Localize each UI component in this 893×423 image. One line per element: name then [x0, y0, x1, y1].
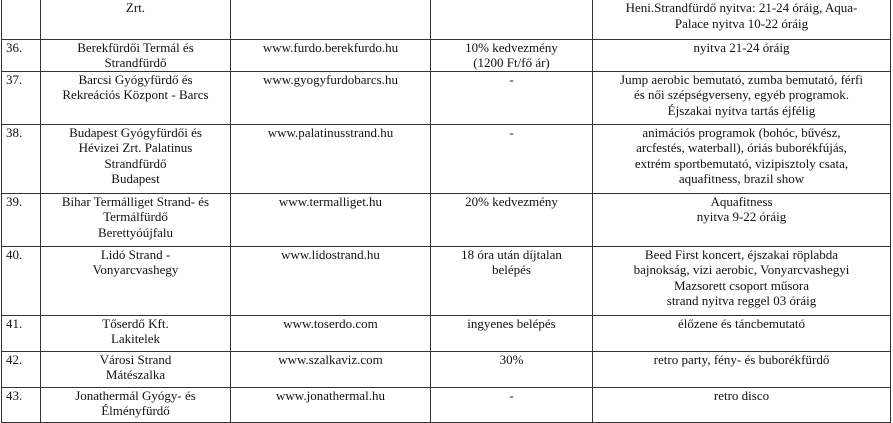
row-number-cell	[2, 315, 41, 351]
programs-line: strand nyitva reggel 03 óráig	[666, 293, 817, 308]
row-number-cell	[2, 387, 41, 422]
facility-name-line: Lidó Strand -	[100, 246, 171, 262]
table-row	[2, 0, 891, 39]
programs-cell	[593, 39, 891, 71]
programs-cell	[593, 351, 891, 387]
facility-name-cell	[41, 193, 231, 246]
programs-cell	[593, 315, 891, 351]
row-number-cell	[2, 351, 41, 387]
facility-name-line: Tőserdő Kft.	[102, 315, 169, 331]
facility-name-line: Bihar Termálliget Strand- és	[61, 193, 210, 209]
facility-name-line: Budapest Gyógyfürdői és	[69, 124, 202, 140]
row-number-cell	[2, 124, 41, 193]
discount-cell	[431, 351, 593, 387]
programs-line: élőzene és táncbemutató	[677, 315, 806, 331]
row-number-line: 40.	[6, 246, 23, 262]
facility-name-cell	[41, 315, 231, 351]
facility-name-line: Barcsi Gyógyfürdő és	[78, 71, 193, 87]
programs-line: Heni.Strandfürdő nyitva: 21-24 óráig, Aqua-	[625, 0, 858, 15]
website-line: www.jonathermal.hu	[276, 387, 385, 403]
programs-line: bajnokság, vizi aerobic, Vonyarcvashegyi	[633, 262, 850, 277]
facility-name-cell	[41, 71, 231, 124]
programs-cell	[593, 193, 891, 246]
programs-cell	[593, 387, 891, 422]
programs-line: nyitva 21-24 óráig	[693, 39, 790, 55]
discount-cell	[431, 124, 593, 193]
row-number-cell	[2, 71, 41, 124]
facility-name-line: Rekreációs Központ - Barcs	[62, 87, 209, 102]
website-line: www.furdo.berekfurdo.hu	[262, 39, 399, 55]
website-cell	[231, 0, 431, 39]
table-row	[2, 351, 891, 387]
table-row	[2, 124, 891, 193]
row-number-line: 36.	[6, 39, 23, 55]
programs-line: Éjszakai nyitva tartás éjfélig	[667, 102, 816, 118]
website-cell	[231, 246, 431, 315]
facility-name-line: Élményfürdő	[101, 403, 170, 418]
table-row	[2, 387, 891, 422]
discount-line: (1200 Ft/fő ár)	[473, 55, 550, 70]
facility-name-line: Zrt.	[125, 0, 146, 15]
discount-line: belépés	[492, 262, 531, 277]
facility-name-line: Vonyarcvashegy	[92, 262, 179, 277]
facility-name-line: Termálfürdő	[103, 209, 168, 224]
programs-line: extrém sportbemutató, vizipisztoly csata,	[634, 155, 849, 171]
row-number-cell	[2, 246, 41, 315]
discount-line: -	[509, 387, 514, 403]
row-number-line: 43.	[6, 387, 23, 403]
discount-line: -	[509, 124, 514, 140]
row-number-cell	[2, 39, 41, 71]
facility-name-line: Városi Strand	[99, 351, 172, 367]
table-body	[2, 0, 891, 422]
row-number-line: 42.	[6, 351, 23, 367]
facility-name-cell	[41, 124, 231, 193]
facility-name-line: Berettyóújfalu	[97, 224, 174, 240]
discount-line: 30%	[499, 351, 524, 367]
table-row	[2, 315, 891, 351]
website-line: www.termalliget.hu	[278, 193, 383, 209]
website-cell	[231, 124, 431, 193]
facility-name-cell	[41, 246, 231, 315]
table-row	[2, 193, 891, 246]
programs-line: Aquafitness	[710, 193, 773, 209]
facility-name-cell	[41, 39, 231, 71]
discount-line: 10% kedvezmény	[465, 39, 558, 55]
discount-cell	[431, 71, 593, 124]
discount-line: ingyenes belépés	[467, 315, 556, 331]
discount-line: 20% kedvezmény	[465, 193, 558, 209]
facility-name-line: Lakitelek	[110, 331, 161, 346]
discount-cell	[431, 315, 593, 351]
programs-line: Beed First koncert, éjszakai röplabda	[644, 246, 839, 262]
discount-cell	[431, 193, 593, 246]
programs-cell	[593, 0, 891, 39]
programs-line: Jump aerobic bemutató, zumba bemutató, férfi	[620, 71, 863, 87]
programs-line: retro disco	[713, 387, 770, 403]
row-number-line: 41.	[6, 315, 23, 331]
discount-line: -	[509, 71, 514, 87]
discount-cell	[431, 39, 593, 71]
table-row	[2, 246, 891, 315]
facility-name-line: Hévizei Zrt. Palatinus	[78, 140, 193, 155]
website-cell	[231, 315, 431, 351]
facility-name-line: Jonathermál Gyógy- és	[75, 387, 196, 403]
programs-line: arcfestés, waterball), óriás buborékfújás,	[636, 140, 847, 155]
programs-line: aquafitness, brazil show	[678, 171, 805, 186]
website-cell	[231, 39, 431, 71]
programs-line: és női szépségverseny, egyéb programok.	[633, 87, 850, 102]
website-cell	[231, 351, 431, 387]
website-line: www.toserdo.com	[283, 315, 378, 331]
facility-name-cell	[41, 0, 231, 39]
row-number-line: 38.	[6, 124, 23, 140]
programs-cell	[593, 246, 891, 315]
website-cell	[231, 387, 431, 422]
discount-cell	[431, 387, 593, 422]
discount-cell	[431, 246, 593, 315]
website-line: www.palatinusstrand.hu	[267, 124, 394, 140]
row-number-line: 37.	[6, 71, 23, 87]
facility-name-line: Strandfürdő	[104, 155, 167, 171]
row-number-cell	[2, 193, 41, 246]
table-row	[2, 39, 891, 71]
website-cell	[231, 71, 431, 124]
discount-line: 18 óra után díjtalan	[461, 246, 562, 262]
spa-events-table	[1, 0, 891, 423]
programs-line: retro party, fény- és buborékfürdő	[653, 351, 830, 367]
row-number-cell	[2, 0, 41, 39]
facility-name-cell	[41, 351, 231, 387]
programs-line: Palace nyitva 10-22 óráig	[674, 15, 809, 31]
facility-name-line: Budapest	[111, 171, 160, 186]
website-cell	[231, 193, 431, 246]
row-number-line: 39.	[6, 193, 23, 209]
programs-cell	[593, 124, 891, 193]
programs-line: nyitva 9-22 óráig	[696, 209, 787, 224]
website-line: www.lidostrand.hu	[281, 246, 380, 262]
website-line: www.szalkaviz.com	[278, 351, 383, 367]
programs-line: animációs programok (bohóc, bűvész,	[642, 124, 841, 140]
facility-name-line: Berekfürdői Termál és	[77, 39, 194, 55]
discount-cell	[431, 0, 593, 39]
table-row	[2, 71, 891, 124]
facility-name-line: Strandfürdő	[104, 55, 167, 70]
facility-name-cell	[41, 387, 231, 422]
website-line: www.gyogyfurdobarcs.hu	[263, 71, 398, 87]
programs-line: Mazsorett csoport műsora	[673, 277, 810, 293]
facility-name-line: Mátészalka	[105, 367, 166, 382]
programs-cell	[593, 71, 891, 124]
